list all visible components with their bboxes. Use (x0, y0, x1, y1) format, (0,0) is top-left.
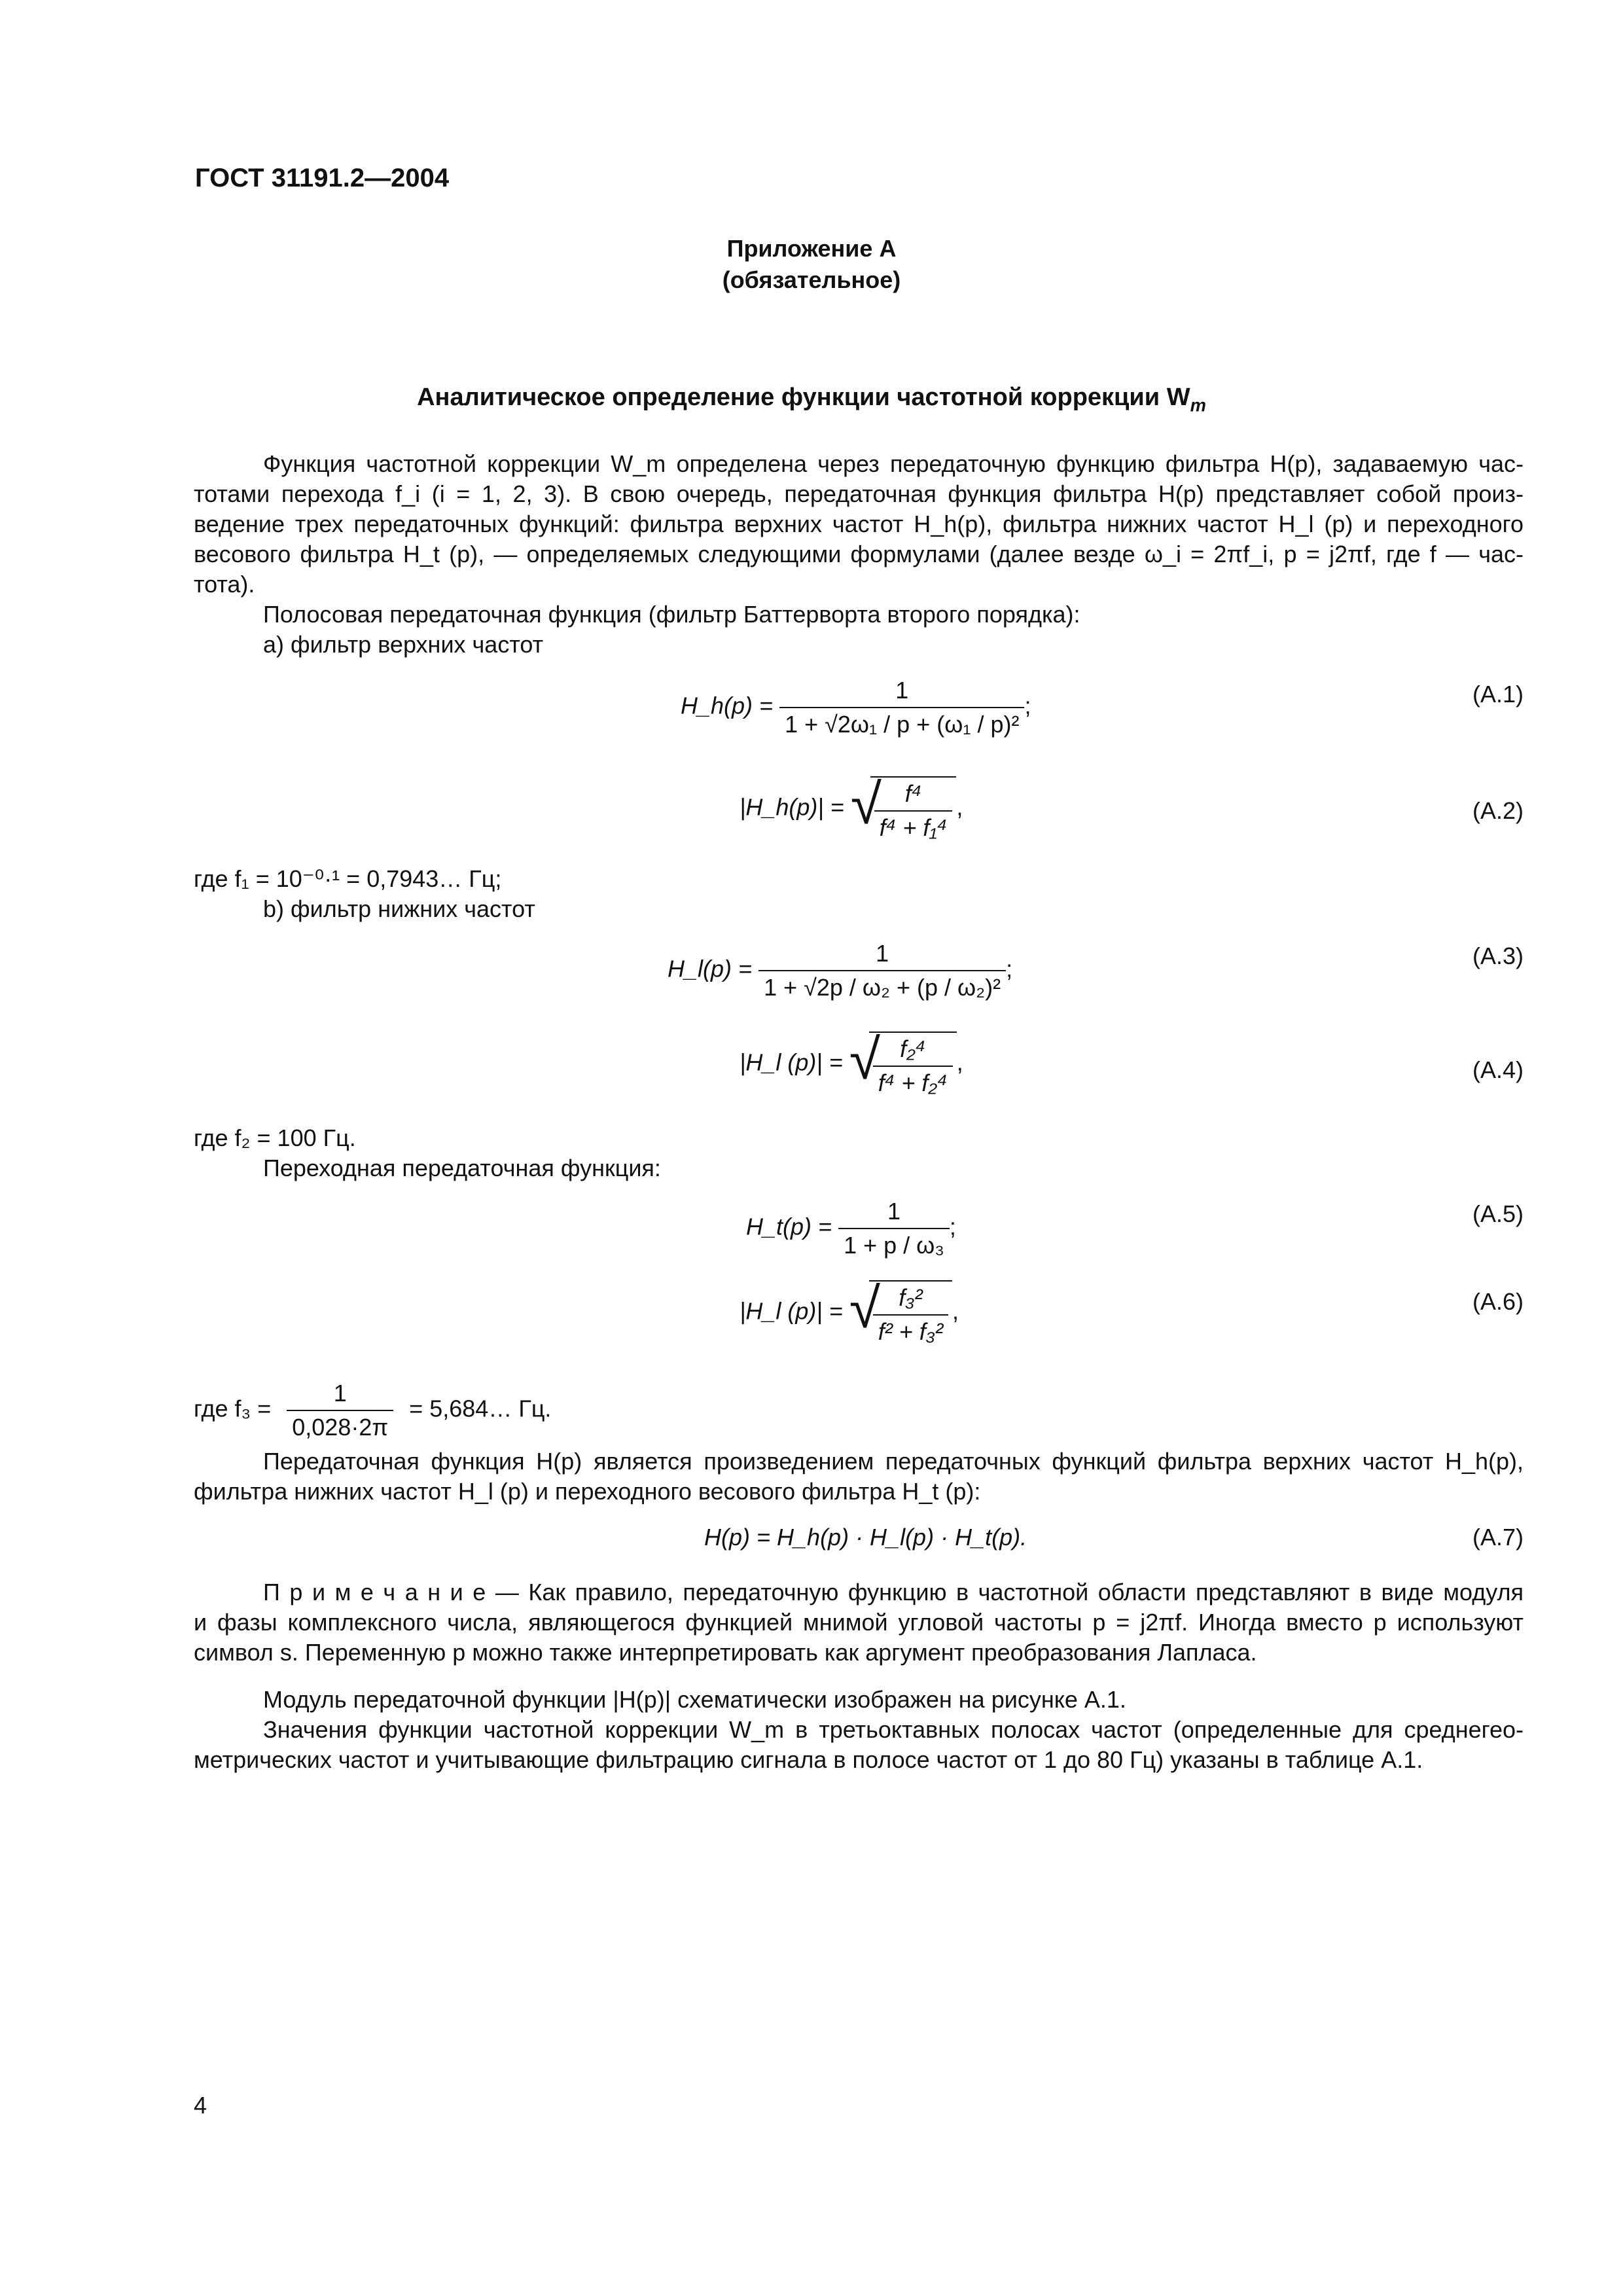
eq-a6-radicand (869, 1280, 952, 1346)
eq-a4-numerator: f₂⁴ (873, 1035, 953, 1067)
eq-a5-fraction (838, 1198, 950, 1259)
eq-a5-numerator: 1 (838, 1198, 950, 1229)
eq-a4-radicand (869, 1031, 957, 1097)
eq-a3-denominator: 1 + √2p / ω₂ + (p / ω₂)² (764, 974, 1001, 1001)
f3-denominator: 0,028·2π (292, 1414, 389, 1441)
para1-line5: тота). (194, 571, 255, 598)
equation-a7: H(p) = H_h(p) · H_l(p) · H_t(p). (704, 1524, 1027, 1551)
item-a-label: а) фильтр верхних частот (263, 631, 544, 658)
eq-a2-radicand (870, 776, 957, 842)
f3-note-suffix: = 5,684… Гц. (409, 1395, 552, 1422)
paragraph-intro (194, 449, 1524, 660)
eq-a1-lhs: H_h(p) = (681, 692, 774, 719)
para1-line3: ведение трех передаточных функций: фильтра верхних частот H_h(p), фильтра нижних частот H_l (p) и переходного (194, 511, 1524, 537)
eq-a6-sqrt (849, 1277, 952, 1346)
equation-number-a6: (А.6) (1472, 1288, 1524, 1315)
eq-a4-sqrt (849, 1028, 957, 1097)
eq-a3-tail: ; (1006, 955, 1013, 982)
transitional-label: Переходная передаточная функция: (263, 1155, 661, 1181)
eq-a4-tail: , (956, 1049, 963, 1076)
item-b-label: b) фильтр нижних частот (263, 895, 535, 922)
eq-a2-lhs: |H_h(p)| = (740, 793, 844, 821)
equation-number-a5: (А.5) (1472, 1200, 1524, 1227)
equation-number-a2: (А.2) (1472, 797, 1524, 824)
note-label: П р и м е ч а н и е (263, 1579, 486, 1605)
equation-number-a3: (А.3) (1472, 942, 1524, 969)
section-title-subscript: m (1190, 395, 1206, 416)
equation-a6 (740, 1277, 959, 1346)
para5-line2: метрических частот и учитывающие фильтрацию сигнала в полосе частот от 1 до 80 Гц) указаны в таблице А.1. (194, 1746, 1423, 1773)
f3-definition (194, 1380, 551, 1441)
eq-a5-lhs: H_t(p) = (746, 1213, 832, 1240)
eq-a5-tail: ; (949, 1213, 956, 1240)
f3-note-prefix: где f₃ = (194, 1395, 272, 1422)
eq-a2-denominator: f⁴ + f₁⁴ (879, 814, 948, 841)
eq-a6-denominator: f² + f₃² (878, 1318, 944, 1345)
eq-a1-tail: ; (1024, 692, 1031, 719)
para5-line1: Значения функции частотной коррекции W_m в третьоктавных полосах частот (определенные для среднегео- (263, 1716, 1524, 1743)
eq-a6-lhs: |H_l (p)| = (740, 1297, 843, 1325)
f2-note: где f₂ = 100 Гц. (194, 1124, 356, 1151)
section-title-text: Аналитическое определение функции частотной коррекции W (417, 384, 1190, 411)
para1-line1: Функция частотной коррекции W_m определена через передаточную функцию фильтра H(p), задаваемую час- (263, 450, 1524, 477)
para1-line4: весового фильтра H_t (p), — определяемых следующими формулами (далее везде ω_i = 2πf_i, p = j2πf, где f — час- (194, 541, 1524, 567)
paragraph-closing (194, 1685, 1524, 1775)
eq-a1-numerator: 1 (779, 677, 1024, 708)
section-title (0, 384, 1623, 416)
eq-a1-denominator: 1 + √2ω₁ / p + (ω₁ / p)² (785, 711, 1020, 738)
eq-a4-denominator: f⁴ + f₂⁴ (878, 1069, 948, 1096)
eq-a2-numerator: f⁴ (874, 780, 953, 812)
para3-line2: фильтра нижних частот H_l (p) и переходного весового фильтра H_t (p): (194, 1478, 981, 1505)
f1-note: где f₁ = 10⁻⁰·¹ = 0,7943… Гц; (194, 865, 502, 892)
equation-a3 (668, 940, 1012, 1001)
document-header: ГОСТ 31191.2—2004 (195, 164, 450, 192)
para3-line1: Передаточная функция H(p) является произведением передаточных функций фильтра верхних частот H_h(p), (263, 1448, 1524, 1475)
appendix-subtitle: (обязательное) (722, 266, 901, 293)
note-line3: символ s. Переменную p можно также интерпретировать как аргумент преобразования Лапласа. (194, 1639, 1257, 1666)
eq-a2-sqrt (850, 773, 957, 842)
note-line1 (194, 1577, 1524, 1607)
note-block (194, 1577, 1524, 1668)
f3-numerator: 1 (287, 1380, 393, 1411)
page-number: 4 (194, 2092, 207, 2119)
f3-fraction (287, 1380, 393, 1441)
note-line2: и фазы комплексного числа, являющегося функцией мнимой угловой частоты p = j2πf. Иногда вместо p используют (194, 1609, 1524, 1636)
equation-a2 (740, 773, 963, 842)
eq-a4-lhs: |H_l (p)| = (740, 1049, 843, 1076)
sqrt-sign-icon: √ (849, 1277, 880, 1340)
eq-a6-numerator: f₃² (873, 1284, 948, 1316)
eq-a3-numerator: 1 (758, 940, 1006, 971)
equation-number-a1: (А.1) (1472, 681, 1524, 708)
equation-a1 (681, 677, 1031, 738)
equation-a5 (746, 1198, 956, 1259)
paragraph-product (194, 1446, 1524, 1507)
appendix-title: Приложение А (726, 235, 897, 262)
eq-a4-fraction (873, 1035, 953, 1097)
note-line1-text: — Как правило, передаточную функцию в частотной области представляют в виде модуля (495, 1579, 1524, 1605)
equation-number-a4: (А.4) (1472, 1056, 1524, 1083)
equation-a4 (740, 1028, 963, 1097)
sqrt-sign-icon: √ (849, 1028, 880, 1091)
f1-definition (194, 864, 535, 924)
eq-a6-tail: , (952, 1297, 959, 1325)
equation-number-a7: (А.7) (1472, 1524, 1524, 1551)
eq-a2-tail: , (956, 793, 963, 821)
eq-a3-fraction (758, 940, 1006, 1001)
appendix-heading (0, 233, 1623, 296)
eq-a1-fraction (779, 677, 1024, 738)
eq-a5-denominator: 1 + p / ω₃ (844, 1232, 944, 1259)
sqrt-sign-icon: √ (850, 773, 882, 836)
eq-a2-fraction (874, 780, 953, 842)
eq-a3-lhs: H_l(p) = (668, 955, 753, 982)
eq-a6-fraction (873, 1284, 948, 1346)
f2-definition (194, 1123, 661, 1183)
para2: Полосовая передаточная функция (фильтр Баттерворта второго порядка): (263, 601, 1080, 628)
para1-line2: тотами перехода f_i (i = 1, 2, 3). В свою очередь, передаточная функция фильтра H(p) представляет собой произ- (194, 480, 1524, 507)
para4: Модуль передаточной функции |H(p)| схематически изображен на рисунке А.1. (263, 1686, 1126, 1713)
